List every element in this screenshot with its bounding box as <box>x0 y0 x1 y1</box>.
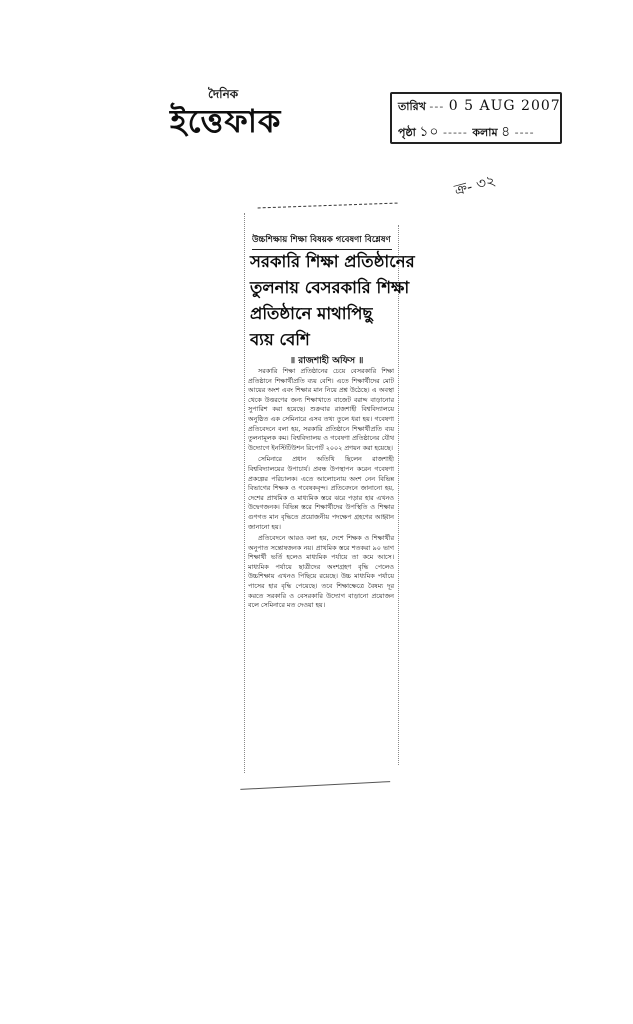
article-paragraph: সরকারি শিক্ষা প্রতিষ্ঠানের চেয়ে বেসরকারি শিক্ষা প্রতিষ্ঠানে শিক্ষার্থীপ্রতি ব্যয় বেশি। এতে শিক্ষার্থীদের মোট আয়ের অংশ এবং শিক্ষার মান নিয়ে প্রশ্ন উঠেছে। এ অবস্থা থেকে উত্তরণের জন্য শিক্ষাখাতে বাজেট বরাদ্দ বাড়ানোর সুপারিশ করা হয়েছে। শুক্রবার রাজশাহী বিশ্ববিদ্যালয়ে অনুষ্ঠিত এক সেমিনারে এসব তথ্য তুলে ধরা হয়। গবেষণা প্রতিবেদনে বলা হয়, সরকারি প্রতিষ্ঠানে শিক্ষার্থীপ্রতি ব্যয় তুলনামূলক কম। বিশ্ববিদ্যালয় ও গবেষণা প্রতিষ্ঠানের যৌথ উদ্যোগে ইনস্টিটিউশন রিপোর্ট ২০০২ প্রণয়ন করা হয়েছে। <box>248 367 394 452</box>
clipping-left-edge <box>244 213 246 773</box>
stamp-dots: --- <box>429 100 449 113</box>
newspaper-masthead <box>170 86 320 146</box>
headline-line: প্রতিষ্ঠানে মাথাপিছু <box>250 304 373 323</box>
article-paragraph: প্রতিবেদনে আরও বলা হয়, দেশে শিক্ষক ও শিক্ষার্থীর অনুপাত সন্তোষজনক নয়। প্রাথমিক স্তরে শতকরা ৯০ ভাগ শিক্ষার্থী ভর্তি হলেও মাধ্যমিক পর্যায়ে তা কমে আসে। মাধ্যমিক পর্যায়ে ছাত্রীদের অংশগ্রহণ বৃদ্ধি পেলেও উচ্চশিক্ষায় এখনও পিছিয়ে রয়েছে। উচ্চ মাধ্যমিক পর্যায়ে পাসের হার বৃদ্ধি পেয়েছে। তবে শিক্ষাক্ষেত্রে বৈষম্য দূর করতে সরকারি ও বেসরকারি উদ্যোগ বাড়ানো প্রয়োজন বলে সেমিনারে মত দেওয়া হয়। <box>248 534 394 610</box>
stamp-dots: ----- <box>443 126 473 139</box>
stamp-column-value: ৪ <box>501 124 512 140</box>
stamp-dots: ---- <box>514 126 535 139</box>
article-byline: ॥ রাজশাহী অফিস ॥ <box>290 356 364 366</box>
clipping-bottom-edge <box>240 771 390 790</box>
stamp-date-value: 0 5 AUG 2007 <box>448 98 561 114</box>
headline-line: ব্যয় বেশি <box>250 330 310 349</box>
handwritten-annotation: ক্র- ৩২ <box>452 171 498 200</box>
clipping-date-stamp <box>390 92 562 144</box>
article-body <box>248 367 394 613</box>
article-headline <box>250 249 415 353</box>
stamp-page-row <box>398 120 535 144</box>
newspaper-clipping <box>240 205 415 785</box>
clipping-torn-edge <box>258 203 399 233</box>
stamp-page-label: পৃষ্ঠা <box>398 126 416 139</box>
article-paragraph: সেমিনারে প্রধান অতিথি ছিলেন রাজশাহী বিশ্ববিদ্যালয়ের উপাচার্য। প্রবন্ধ উপস্থাপন করেন গবেষণা প্রকল্পের পরিচালক। এতে আলোচনায় অংশ নেন বিভিন্ন বিভাগের শিক্ষক ও গবেষকবৃন্দ। প্রতিবেদনে জানানো হয়, দেশের প্রাথমিক ও মাধ্যমিক স্তরে ঝরে পড়ার হার এখনও উদ্বেগজনক। বিভিন্ন স্তরে শিক্ষার্থীদের উপস্থিতি ও শিক্ষার গুণগত মান বৃদ্ধিতে প্রয়োজনীয় পদক্ষেপ গ্রহণের আহ্বান জানানো হয়। <box>248 455 394 531</box>
masthead-title: ইত্তেফাক <box>170 102 282 140</box>
stamp-page-value: ১০ <box>419 124 440 140</box>
stamp-date-label: তারিখ <box>398 100 426 113</box>
stamp-date-row <box>398 98 561 117</box>
article-kicker: উচ্চশিক্ষায় শিক্ষা বিষয়ক গবেষণা বিশ্লেষণ <box>252 233 392 250</box>
stamp-column-label: কলাম <box>472 126 498 139</box>
masthead-subtitle: দৈনিক <box>208 87 239 101</box>
headline-line: সরকারি শিক্ষা প্রতিষ্ঠানের <box>250 252 415 271</box>
headline-line: তুলনায় বেসরকারি শিক্ষা <box>250 278 410 297</box>
